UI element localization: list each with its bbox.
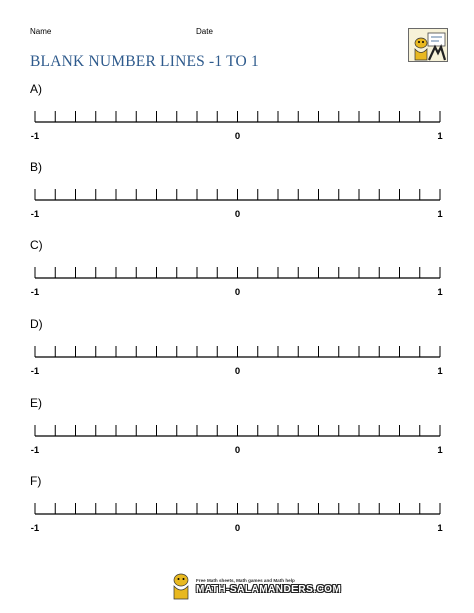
tick-label-min: -1 (30, 445, 40, 456)
footer-site-name: MATH-SALAMANDERS.COM (196, 584, 342, 595)
tick-label-mid: 0 (234, 366, 241, 377)
number-line (0, 494, 474, 544)
tick-label-mid: 0 (234, 287, 241, 298)
page-title: BLANK NUMBER LINES -1 TO 1 (30, 53, 259, 70)
number-line (0, 180, 474, 230)
footer-logo (168, 570, 342, 600)
section-label: F) (30, 474, 42, 488)
section-label: D) (30, 317, 43, 331)
tick-label-min: -1 (30, 366, 40, 377)
tick-label-min: -1 (30, 523, 40, 534)
tick-label-mid: 0 (234, 445, 241, 456)
number-line (0, 102, 474, 152)
tick-label-mid: 0 (234, 523, 241, 534)
header-date-label: Date (196, 27, 213, 36)
number-line-section (0, 238, 474, 313)
section-label: E) (30, 396, 42, 410)
section-label: C) (30, 238, 43, 252)
footer-tagline: Free Math sheets, Math games and Math help (196, 578, 295, 583)
section-label: B) (30, 160, 42, 174)
number-line-section (0, 396, 474, 471)
header-name-label: Name (30, 27, 52, 36)
tick-label-max: 1 (437, 287, 443, 298)
logo (408, 28, 448, 62)
section-label: A) (30, 82, 42, 96)
tick-label-max: 1 (437, 366, 443, 377)
tick-label-min: -1 (30, 131, 40, 142)
tick-label-max: 1 (437, 209, 443, 220)
tick-label-mid: 0 (234, 131, 241, 142)
number-line-section (0, 317, 474, 392)
number-line (0, 337, 474, 387)
number-line (0, 258, 474, 308)
tick-label-mid: 0 (234, 209, 241, 220)
salamander-icon (168, 572, 194, 600)
number-line (0, 416, 474, 466)
tick-label-min: -1 (30, 209, 40, 220)
tick-label-max: 1 (437, 445, 443, 456)
number-line-section (0, 474, 474, 549)
tick-label-max: 1 (437, 523, 443, 534)
tick-label-min: -1 (30, 287, 40, 298)
number-line-section (0, 160, 474, 235)
tick-label-max: 1 (437, 131, 443, 142)
number-line-section (0, 82, 474, 157)
